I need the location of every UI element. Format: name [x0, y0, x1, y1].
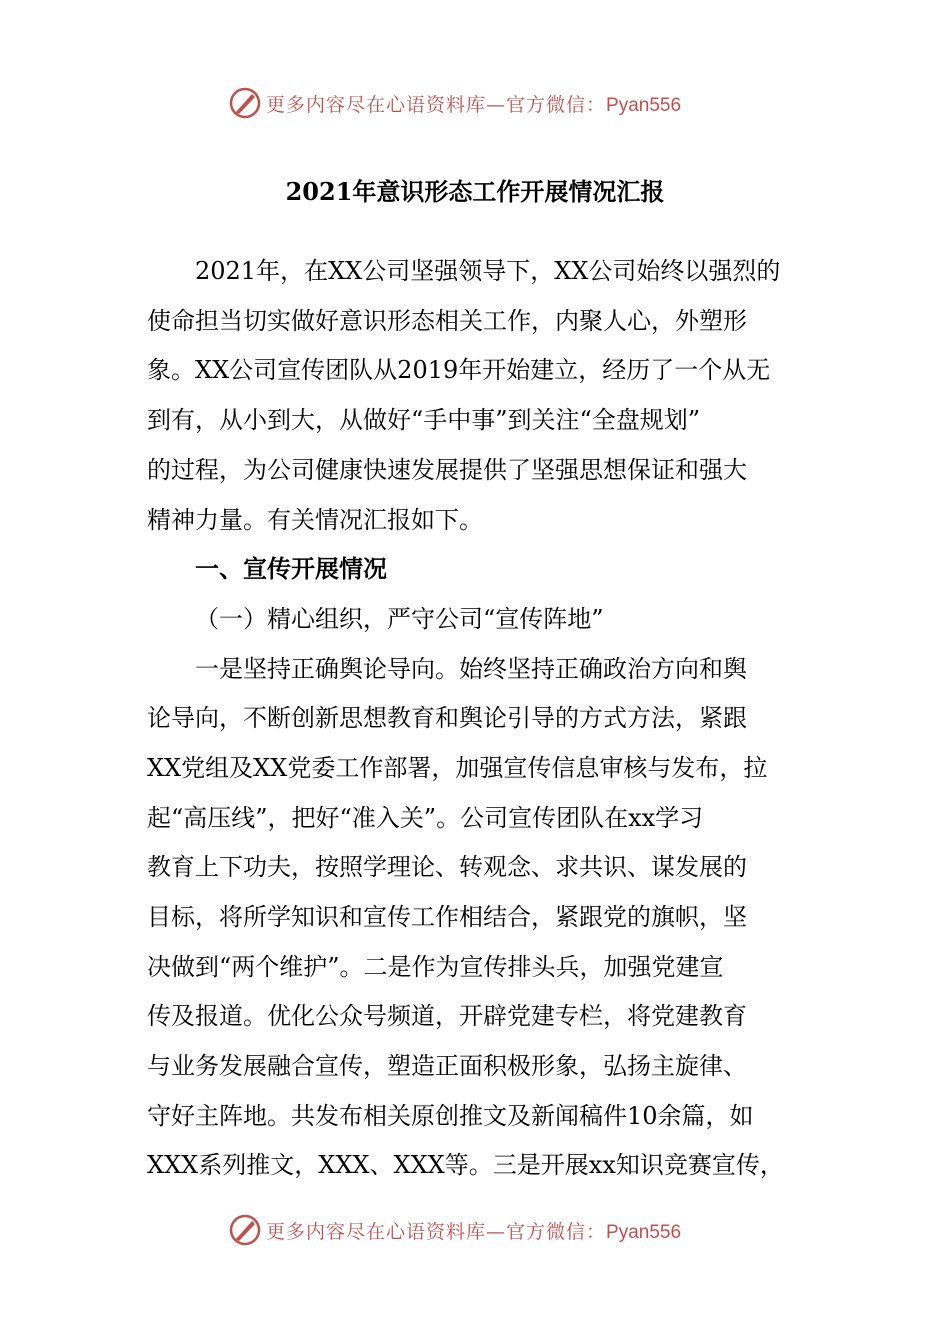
- body-line: 守好主阵地。共发布相关原创推文及新闻稿件10余篇，如: [147, 1102, 754, 1130]
- body-line: XXX系列推文，XXX、XXX等。三是开展xx知识竞赛宣传，: [147, 1151, 784, 1179]
- wechat-id: Pyan556: [606, 94, 682, 116]
- body-line: 目标，将所学知识和宣传工作相结合，紧跟党的旗帜，坚: [147, 903, 747, 931]
- body-line: 起“高压线”，把好“准入关”。公司宣传团队在xx学习: [147, 804, 704, 832]
- body-line: 与业务发展融合宣传，塑造正面积极形象，弘扬主旋律、: [147, 1052, 747, 1080]
- subsection-heading: （一）精心组织，严守公司“宣传阵地”: [195, 605, 604, 633]
- banner-text: 更多内容尽在心语资料库—官方微信：Pyan556: [266, 1220, 682, 1243]
- wechat-id: Pyan556: [606, 1221, 682, 1243]
- body-line: 教育上下功夫，按照学理论、转观念、求共识、谋发展的: [147, 853, 747, 881]
- body-line: XX党组及XX党委工作部署，加强宣传信息审核与发布，拉: [147, 754, 768, 782]
- footer-banner: [228, 1213, 748, 1247]
- pen-logo-icon: [228, 1213, 262, 1247]
- body-line: 传及报道。优化公众号频道，开辟党建专栏，将党建教育: [147, 1002, 747, 1030]
- body-line: 的过程，为公司健康快速发展提供了坚强思想保证和强大: [147, 456, 747, 484]
- body-line: 精神力量。有关情况汇报如下。: [147, 506, 483, 534]
- header-banner: [228, 86, 748, 120]
- body-line: 到有，从小到大，从做好“手中事”到关注“全盘规划”: [147, 406, 701, 434]
- section-heading: 一、宣传开展情况: [195, 555, 387, 583]
- pen-logo-icon: [228, 86, 262, 120]
- body-line: 2021年，在XX公司坚强领导下，XX公司始终以强烈的: [195, 257, 781, 285]
- body-line: 象。XX公司宣传团队从2019年开始建立，经历了一个从无: [147, 356, 771, 384]
- body-line: 决做到“两个维护”。二是作为宣传排头兵，加强党建宣: [147, 953, 724, 981]
- body-line: 一是坚持正确舆论导向。始终坚持正确政治方向和舆: [195, 655, 747, 683]
- body-line: 使命担当切实做好意识形态相关工作，内聚人心，外塑形: [147, 307, 747, 335]
- banner-text: 更多内容尽在心语资料库—官方微信：Pyan556: [266, 93, 682, 116]
- body-line: 论导向，不断创新思想教育和舆论引导的方式方法，紧跟: [147, 704, 747, 732]
- document-title: 2021年意识形态工作开展情况汇报: [285, 177, 665, 206]
